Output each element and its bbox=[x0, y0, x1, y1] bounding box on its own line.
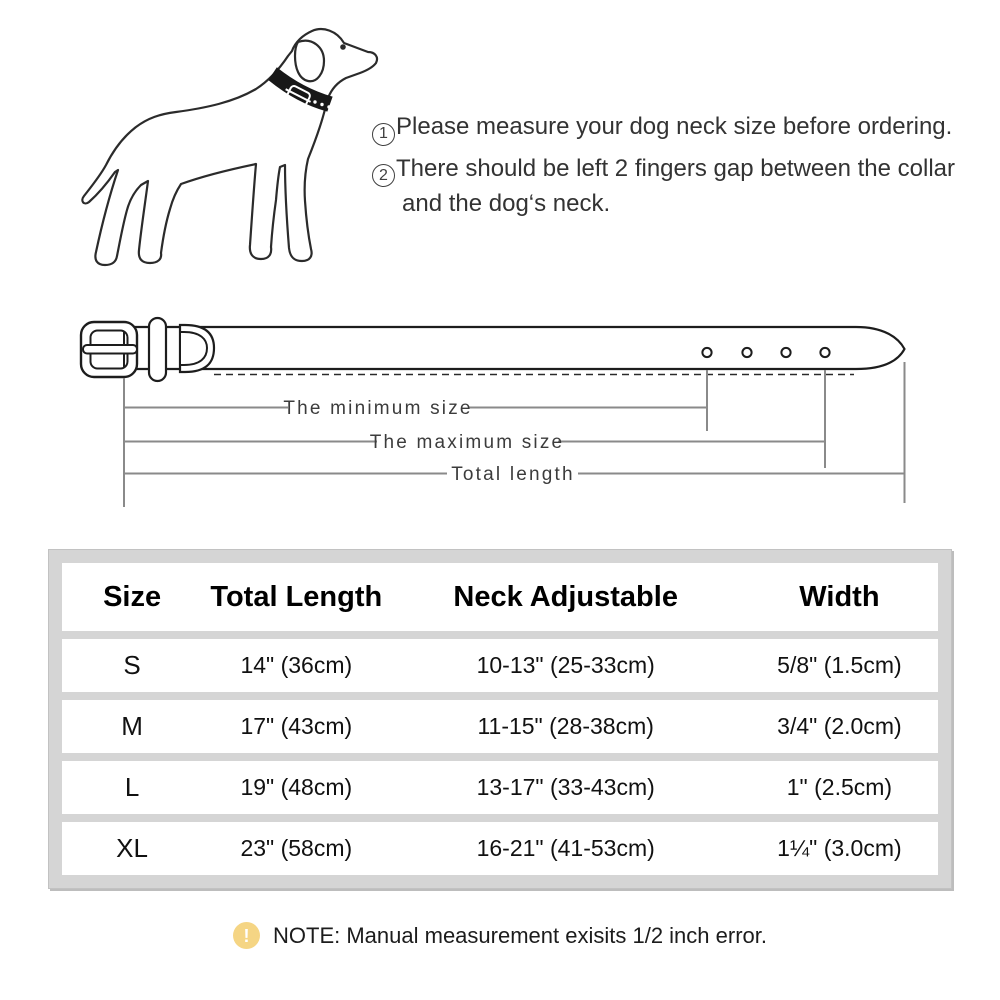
width-cell: 1¼" (3.0cm) bbox=[777, 835, 902, 861]
dog-body-outline bbox=[82, 29, 377, 265]
collar-buckle bbox=[81, 322, 137, 377]
header-width: Width bbox=[799, 580, 880, 613]
width-cell: 5/8" (1.5cm) bbox=[777, 652, 902, 678]
total-length-cell: 23" (58cm) bbox=[240, 835, 353, 861]
header-neck-adjustable: Neck Adjustable bbox=[453, 580, 678, 613]
instruction-text-2: There should be left 2 fingers gap between the collar and the dog‘s neck. bbox=[396, 154, 956, 217]
table-row bbox=[62, 700, 938, 753]
dog-illustration bbox=[60, 10, 400, 300]
header-total-length: Total Length bbox=[210, 580, 383, 613]
dog-eye bbox=[340, 44, 346, 50]
total-length-cell: 17" (43cm) bbox=[240, 713, 353, 739]
neck-adjustable-cell: 10-13" (25-33cm) bbox=[476, 652, 655, 678]
size-cell: XL bbox=[116, 833, 148, 863]
measuring-instructions bbox=[372, 110, 984, 227]
neck-adjustable-cell: 13-17" (33-43cm) bbox=[476, 774, 655, 800]
dog-ear bbox=[295, 41, 324, 82]
size-cell: S bbox=[123, 650, 141, 680]
note-text: NOTE: Manual measurement exisits 1/2 inch error. bbox=[273, 922, 767, 948]
collar-keeper bbox=[149, 318, 166, 381]
exclamation-icon: ! bbox=[233, 922, 260, 949]
collar-loop bbox=[180, 325, 214, 372]
circled-2-icon: 2 bbox=[372, 164, 395, 187]
total-length-cell: 14" (36cm) bbox=[240, 652, 353, 678]
total-length-cell: 19" (48cm) bbox=[240, 774, 353, 800]
minimum-size-label: The minimum size bbox=[283, 398, 473, 419]
width-cell: 1" (2.5cm) bbox=[786, 774, 893, 800]
neck-adjustable-cell: 11-15" (28-38cm) bbox=[477, 713, 654, 739]
table-row bbox=[62, 639, 938, 692]
neck-adjustable-cell: 16-21" (41-53cm) bbox=[476, 835, 655, 861]
measurement-note bbox=[0, 922, 1000, 949]
total-length-label: Total length bbox=[451, 464, 575, 485]
width-cell: 3/4" (2.0cm) bbox=[777, 713, 902, 739]
collar-diagram bbox=[0, 300, 1000, 535]
table-header-row bbox=[62, 563, 938, 631]
table-row bbox=[62, 822, 938, 875]
instruction-text-1: Please measure your dog neck size before ordering. bbox=[396, 113, 953, 140]
maximum-size-label: The maximum size bbox=[369, 432, 565, 453]
instruction-item-2 bbox=[372, 152, 984, 222]
instruction-item-1 bbox=[372, 110, 984, 146]
header-size: Size bbox=[103, 580, 162, 613]
size-cell: L bbox=[124, 772, 140, 802]
size-table bbox=[48, 549, 952, 889]
circled-1-icon: 1 bbox=[372, 123, 395, 146]
table-row bbox=[62, 761, 938, 814]
size-cell: M bbox=[121, 711, 143, 741]
